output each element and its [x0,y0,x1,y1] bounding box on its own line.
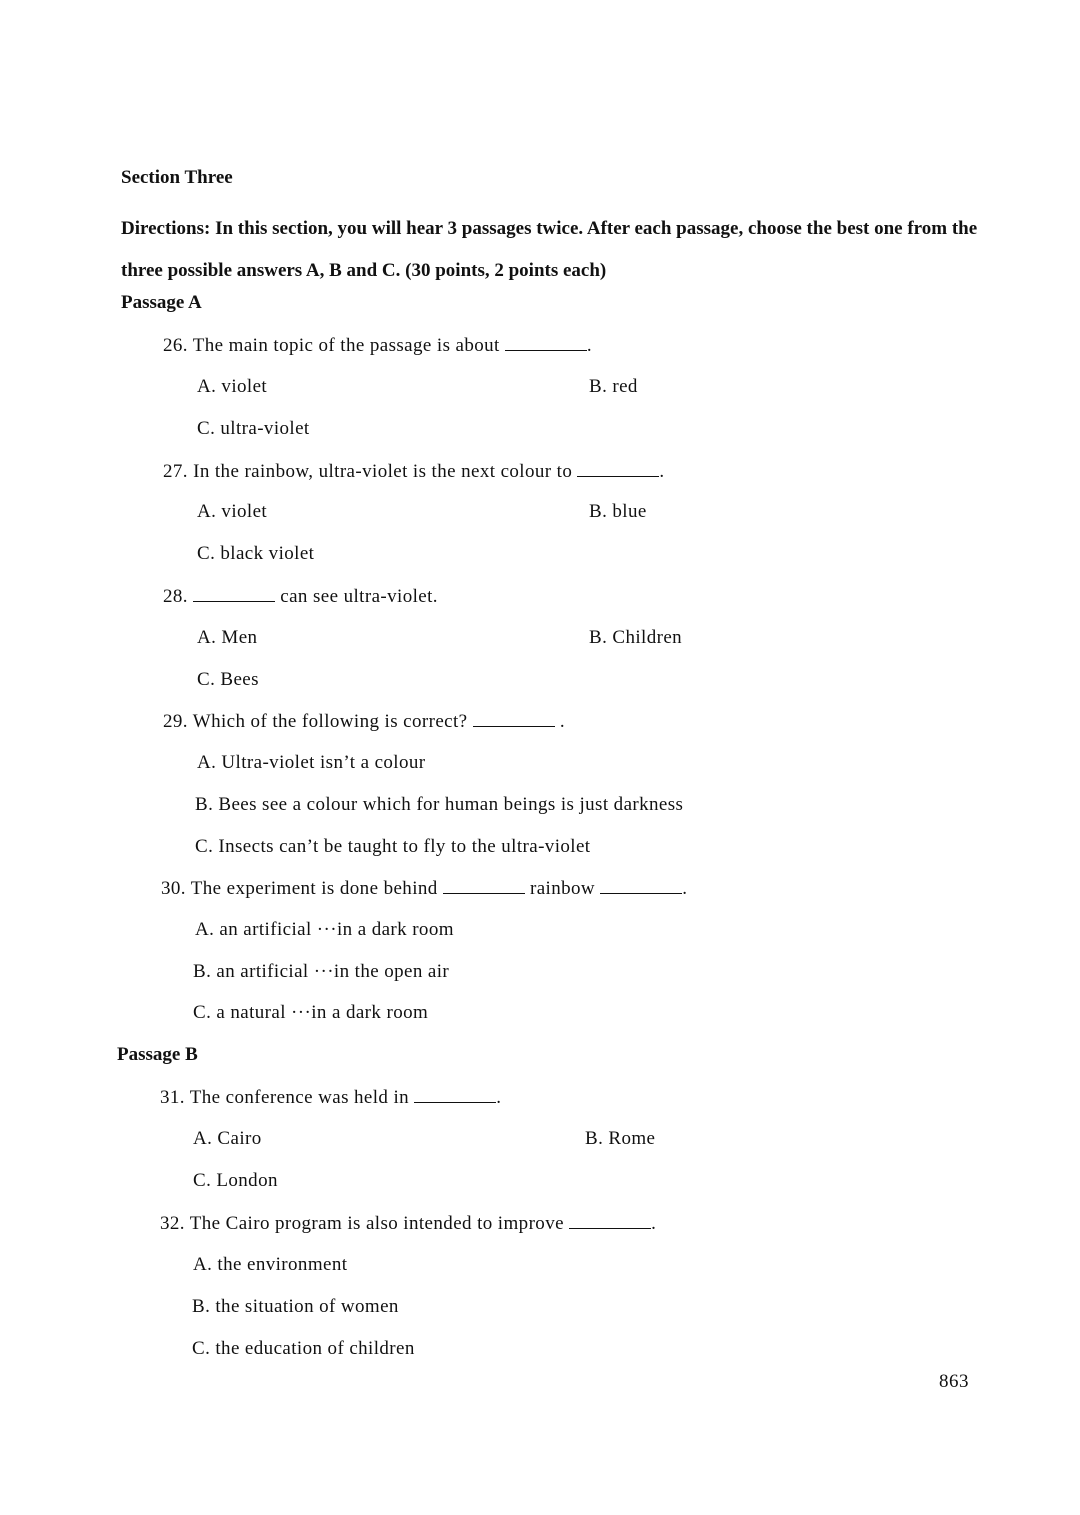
page-number: 863 [939,1371,969,1392]
option-28-b: B. Children [589,627,683,648]
question-middle: rainbow [524,878,601,899]
option-26-c: C. ultra-violet [197,418,310,439]
question-29 [163,710,565,733]
answer-blank [473,710,555,727]
question-31 [160,1086,501,1109]
question-end: . [682,878,688,899]
option-26-a: A. violet [197,376,268,397]
question-text: 27. In the rainbow, ultra-violet is the next colour to [163,461,578,482]
question-end: . [586,335,593,356]
passage-a-title: Passage A [121,292,202,313]
question-28 [163,585,438,608]
directions-text: Directions: In this section, you will hear 3 passages twice. After each passage, choose the best one from the three possible answers A, B and C. (30 points, 2 points each) [121,218,978,281]
question-end: . [651,1213,657,1234]
answer-blank [569,1212,651,1229]
question-number: 28. [163,586,194,607]
question-27 [163,460,665,483]
option-28-c: C. Bees [197,669,259,690]
question-text: 31. The conference was held in [160,1087,415,1108]
answer-blank [414,1086,496,1103]
answer-blank [193,585,275,602]
option-28-a: A. Men [197,627,258,648]
answer-blank [577,460,659,477]
question-end: . [554,711,565,732]
question-30 [161,877,687,900]
option-32-b: B. the situation of women [192,1296,399,1317]
option-27-b: B. blue [589,501,647,522]
option-26-b: B. red [589,376,638,397]
passage-b-title: Passage B [117,1044,198,1065]
option-30-c: C. a natural ···in a dark room [193,1002,429,1023]
option-29-c: C. Insects can’t be taught to fly to the ultra-violet [195,836,591,857]
option-29-a: A. Ultra-violet isn’t a colour [197,752,426,773]
option-29-b: B. Bees see a colour which for human beings is just darkness [195,794,684,815]
option-27-c: C. black violet [197,543,315,564]
question-text: 30. The experiment is done behind [161,878,443,899]
option-30-a: A. an artificial ···in a dark room [195,919,454,940]
answer-blank [600,877,682,894]
question-text: 26. The main topic of the passage is about [163,335,505,356]
question-text: can see ultra-violet. [275,586,438,607]
answer-blank [443,877,525,894]
question-text: 32. The Cairo program is also intended to improve [160,1213,570,1234]
option-27-a: A. violet [197,501,268,522]
question-text: 29. Which of the following is correct? [163,711,473,732]
answer-blank [505,334,587,351]
question-26 [163,334,592,357]
option-31-b: B. Rome [585,1128,656,1149]
question-end: . [659,461,665,482]
option-31-c: C. London [193,1170,278,1191]
option-32-a: A. the environment [193,1254,348,1275]
option-32-c: C. the education of children [192,1338,415,1359]
option-31-a: A. Cairo [193,1128,262,1149]
question-32 [160,1212,656,1235]
option-30-b: B. an artificial ···in the open air [193,961,450,982]
question-end: . [496,1087,502,1108]
section-title: Section Three [121,167,233,188]
